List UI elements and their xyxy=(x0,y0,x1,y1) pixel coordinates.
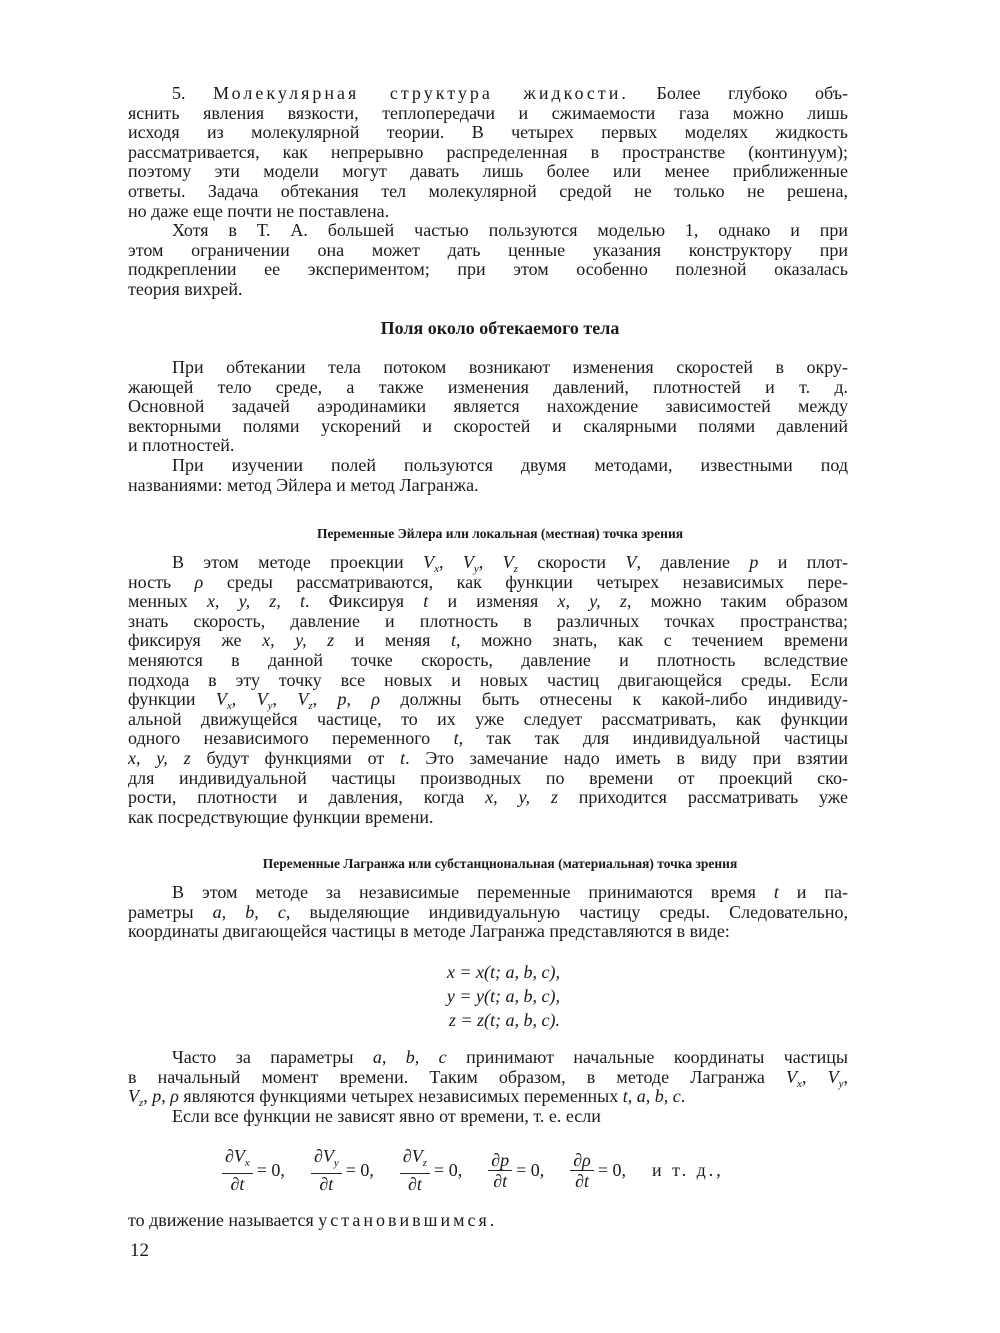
denominator: ∂t xyxy=(408,1174,422,1194)
text-line: менных x, y, z, t. Фиксируя t и изменяя x, y, z, можно таким образом xyxy=(128,591,849,612)
text-line: Если все функции не зависят явно от времени, т. е. если xyxy=(172,1106,601,1126)
math-subscript: y xyxy=(838,1077,844,1090)
math-variable: V xyxy=(215,689,227,710)
equals-zero: = 0, xyxy=(434,1159,463,1180)
numerator: ∂p xyxy=(488,1150,512,1171)
equals-zero: = 0, xyxy=(256,1159,285,1180)
text-line: В этом методе проекции $V_x$, $V_y$, $V_z$ скорости V, давление p и плот- xyxy=(172,552,849,575)
equals-zero: = 0, xyxy=(345,1159,374,1180)
spaced-emphasis: Молекулярная структура жидкости. xyxy=(213,83,629,103)
math-variable: x, y, z, t xyxy=(206,591,305,612)
text-line: альной движущейся частице, то их уже следует рассматривать, как функции xyxy=(128,708,848,729)
text-line: функции $V_x$, $V_y$, $V_z$, p, ρ должны быть отнесены к какой-либо индивиду- xyxy=(128,689,849,713)
math-variable: t, a, b, c xyxy=(622,1086,681,1107)
text-line: Часто за параметры a, b, c принимают начальные координаты частицы xyxy=(172,1047,848,1067)
equals-zero: = 0, xyxy=(516,1159,545,1180)
math-variable: V xyxy=(462,552,474,572)
math-variable: V xyxy=(786,1066,798,1087)
equals-zero: = 0, xyxy=(597,1159,626,1180)
math-subscript: y xyxy=(267,700,273,713)
math-variable: V xyxy=(625,552,637,572)
text-line: то движение называется установившимся. xyxy=(128,1210,498,1230)
text-line: но даже еще почти не поставлена. xyxy=(128,200,390,221)
text-line: как посредствующие функции времени. xyxy=(128,806,434,827)
paragraph-molecular-structure xyxy=(128,84,848,221)
text-line: знать скорость, давление и плотность в различных точках пространства; xyxy=(128,610,848,631)
equation-z: z = z(t; a, b, c). xyxy=(448,1010,560,1030)
paragraph-steady-condition xyxy=(128,1107,848,1127)
partial-derivative xyxy=(570,1150,594,1191)
math-variable: V xyxy=(297,689,309,710)
text-line: жающей тело среде, а также изменения давлений, плотностей и т. д. xyxy=(128,376,848,397)
math-variable: V xyxy=(256,689,268,710)
partial-derivative xyxy=(222,1146,253,1194)
math-variable: ρ xyxy=(371,689,381,710)
math-subscript: z xyxy=(513,563,518,575)
text-line: в начальный момент времени. Таким образом, в методе Лагранжа $V_x$, $V_y$, xyxy=(128,1066,849,1090)
text-line: меняются в данной точке скорость, давление и плотность вследствие xyxy=(128,649,848,670)
text-line: 5. Молекулярная структура жидкости. Более глубоко объ- xyxy=(172,83,848,103)
math-variable: t xyxy=(773,882,779,902)
math-variable: a, b, c xyxy=(372,1047,447,1067)
math-variable: x, y, z xyxy=(557,591,627,612)
math-variable: p xyxy=(337,689,347,710)
math-variable: V xyxy=(128,1086,139,1107)
math-variable: t xyxy=(450,630,456,651)
steady-state-derivatives xyxy=(222,1146,724,1194)
math-variable: x, y, z xyxy=(262,630,335,651)
math-variable: V xyxy=(502,552,514,572)
math-variable: t xyxy=(423,591,429,612)
spaced-emphasis: установившимся. xyxy=(318,1210,498,1230)
math-variable: p xyxy=(749,552,759,572)
math-variable: ρ xyxy=(170,1086,179,1107)
paragraph-steady-motion xyxy=(128,1211,848,1231)
equation-y: y = y(t; a, b, c), xyxy=(446,986,560,1006)
equation-x: x = x(t; a, b, c), xyxy=(446,962,560,982)
math-variable: a, b, c xyxy=(212,901,286,922)
math-subscript: y xyxy=(333,1157,339,1169)
section-heading: Поля около обтекаемого тела xyxy=(380,318,620,338)
text-line: x, y, z будут функциями от t. Это замечание надо иметь в виду при взятии xyxy=(128,747,848,768)
text-line: поэтому эти модели могут давать лишь более или менее приближенные xyxy=(128,161,848,182)
math-variable: ρ xyxy=(194,571,204,592)
paragraph-euler xyxy=(128,553,848,827)
numerator: $\partial V_x$ xyxy=(222,1146,253,1174)
text-line: названиями: метод Эйлера и метод Лагранжа. xyxy=(128,474,479,495)
subsection-heading-euler: Переменные Эйлера или локальная (местная) точка зрения xyxy=(316,526,684,541)
text-line: координаты двигающейся частицы в методе Лагранжа представляются в виде: xyxy=(128,921,730,942)
numerator: ∂ρ xyxy=(570,1150,594,1171)
math-subscript: z xyxy=(139,1097,144,1110)
math-variable: t xyxy=(453,728,459,749)
math-subscript: y xyxy=(473,563,479,575)
text-line: для индивидуальной частицы производных по времени от проекций ско- xyxy=(128,767,848,788)
text-line: исходя из молекулярной теории. В четырех первых моделях жидкость xyxy=(128,122,848,143)
paragraph-methods xyxy=(128,456,848,495)
numerator: $\partial V_z$ xyxy=(400,1146,430,1174)
subsection-heading-lagrange: Переменные Лагранжа или субстанциональная (материальная) точка зрения xyxy=(262,856,738,871)
math-subscript: x xyxy=(797,1077,802,1090)
text-line: рассматривается, как непрерывно распределенная в пространстве (континуум); xyxy=(128,141,848,162)
math-subscript: z xyxy=(422,1157,428,1169)
partial-derivative xyxy=(400,1146,430,1194)
text-line: рости, плотности и давления, когда x, y, z приходится рассматривать уже xyxy=(128,787,848,808)
math-subscript: z xyxy=(308,700,313,713)
text-line: и плотностей. xyxy=(128,435,235,456)
paragraph-vortex-theory xyxy=(128,221,848,299)
math-subscript: x xyxy=(244,1157,250,1169)
page-number: 12 xyxy=(130,1240,149,1261)
denominator: ∂t xyxy=(575,1170,589,1191)
math-variable: t xyxy=(400,747,406,768)
text-line: фиксируя же x, y, z и меняя t, можно знать, как с течением времени xyxy=(128,630,849,651)
paragraph-fields-intro xyxy=(128,358,848,456)
paragraph-lagrange xyxy=(128,883,848,942)
math-variable: V xyxy=(827,1066,839,1087)
etc-text: и т. д., xyxy=(651,1159,724,1180)
paragraph-initial-coordinates xyxy=(128,1047,849,1110)
math-variable: x, y, z xyxy=(128,747,191,768)
text-line: одного независимого переменного t, так так для индивидуальной частицы xyxy=(128,728,849,749)
text-line: векторными полями ускорений и скоростей и скалярными полями давлений xyxy=(128,415,848,436)
text-line: При обтекании тела потоком возникают изменения скоростей в окру- xyxy=(172,357,848,377)
math-subscript: x xyxy=(434,563,439,575)
text-line: Хотя в Т. А. большей частью пользуются моделью 1, однако и при xyxy=(172,220,848,240)
denominator: ∂t xyxy=(493,1170,508,1191)
math-variable: x, y, z xyxy=(485,787,558,808)
text-line: При изучении полей пользуются двумя методами, известными под xyxy=(172,455,848,475)
denominator: ∂t xyxy=(230,1174,245,1194)
text-line: ность ρ среды рассматриваются, как функции четырех независимых пере- xyxy=(128,571,848,592)
math-variable: p xyxy=(152,1086,162,1107)
denominator: ∂t xyxy=(319,1174,334,1194)
math-variable: V xyxy=(423,552,435,572)
text-line: яснить явления вязкости, теплопередачи и сжимаемости газа можно лишь xyxy=(128,102,848,123)
lagrange-equations xyxy=(400,960,560,1032)
partial-derivative xyxy=(488,1150,512,1191)
text-line: подкреплении ее экспериментом; при этом особенно полезной оказалась xyxy=(128,259,848,280)
math-subscript: x xyxy=(226,700,232,713)
partial-derivative xyxy=(311,1146,342,1194)
text-line: этом ограничении она может дать ценные указания конструктору при xyxy=(128,239,848,260)
text-line: $V_z$, p, ρ являются функциями четырех независимых переменных t, a, b, c. xyxy=(128,1086,686,1110)
text-line: раметры a, b, c, выделяющие индивидуальную частицу среды. Следовательно, xyxy=(128,901,848,922)
text-line: подхода в эту точку все новых и новых частиц двигающейся среды. Если xyxy=(128,669,848,690)
text-line: Основной задачей аэродинамики является нахождение зависимостей между xyxy=(128,396,848,417)
text-line: ответы. Задача обтекания тел молекулярной средой не только не решена, xyxy=(128,180,848,201)
text-line: теория вихрей. xyxy=(128,278,243,299)
numerator: $\partial V_y$ xyxy=(311,1146,342,1174)
text-line: В этом методе за независимые переменные принимаются время t и па- xyxy=(172,882,849,902)
